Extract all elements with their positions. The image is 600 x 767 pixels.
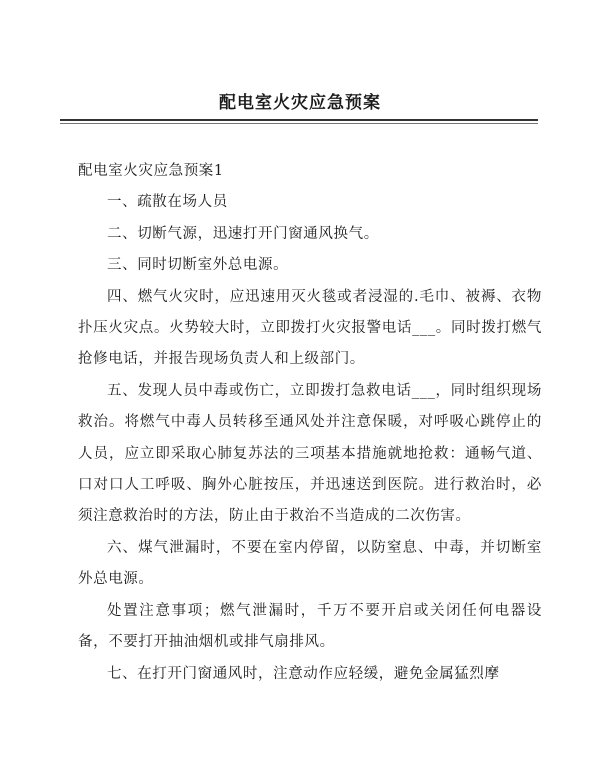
- paragraph-step-3: 三、同时切断室外总电源。: [107, 257, 289, 274]
- document-title: 配电室火灾应急预案: [219, 93, 381, 113]
- paragraph-step-5: 五、发现人员中毒或伤亡，立即拨打急救电话___，同时组织现场救治。将燃气中毒人员转移至通风处并注意保暖，对呼吸心跳停止的人员，应立即采取心肺复苏法的三项基本措施就地抢救：通畅气道、口对口人工呼吸、胸外心脏按压，并迅速送到医院。进行救治时，必须注意救治时的方法，防止由于救治不当造成的二次伤害。: [78, 382, 542, 525]
- title-underline: [60, 119, 538, 121]
- paragraph-step-6: 六、煤气泄漏时，不要在室内停留，以防窒息、中毒，并切断室外总电源。: [78, 539, 542, 588]
- paragraph-step-2: 二、切断气源，迅速打开门窗通风换气。: [107, 225, 379, 242]
- paragraph-step-4: 四、燃气火灾时，应迅速用灭火毯或者浸湿的.毛巾、被褥、衣物扑压火灾点。火势较大时，立即拨打火灾报警电话___。同时拨打燃气抢修电话，并报告现场负责人和上级部门。: [78, 288, 542, 368]
- paragraph-notes: 处置注意事项；燃气泄漏时，千万不要开启或关闭任何电器设备，不要打开抽油烟机或排气扇排风。: [78, 602, 542, 651]
- title-underline-thin: [60, 123, 538, 124]
- document-body: [78, 156, 542, 690]
- section-heading: 配电室火灾应急预案1: [78, 163, 224, 179]
- paragraph-step-7: 七、在打开门窗通风时，注意动作应轻缓，避免金属猛烈摩: [107, 665, 500, 682]
- paragraph-step-1: 一、疏散在场人员: [107, 194, 228, 211]
